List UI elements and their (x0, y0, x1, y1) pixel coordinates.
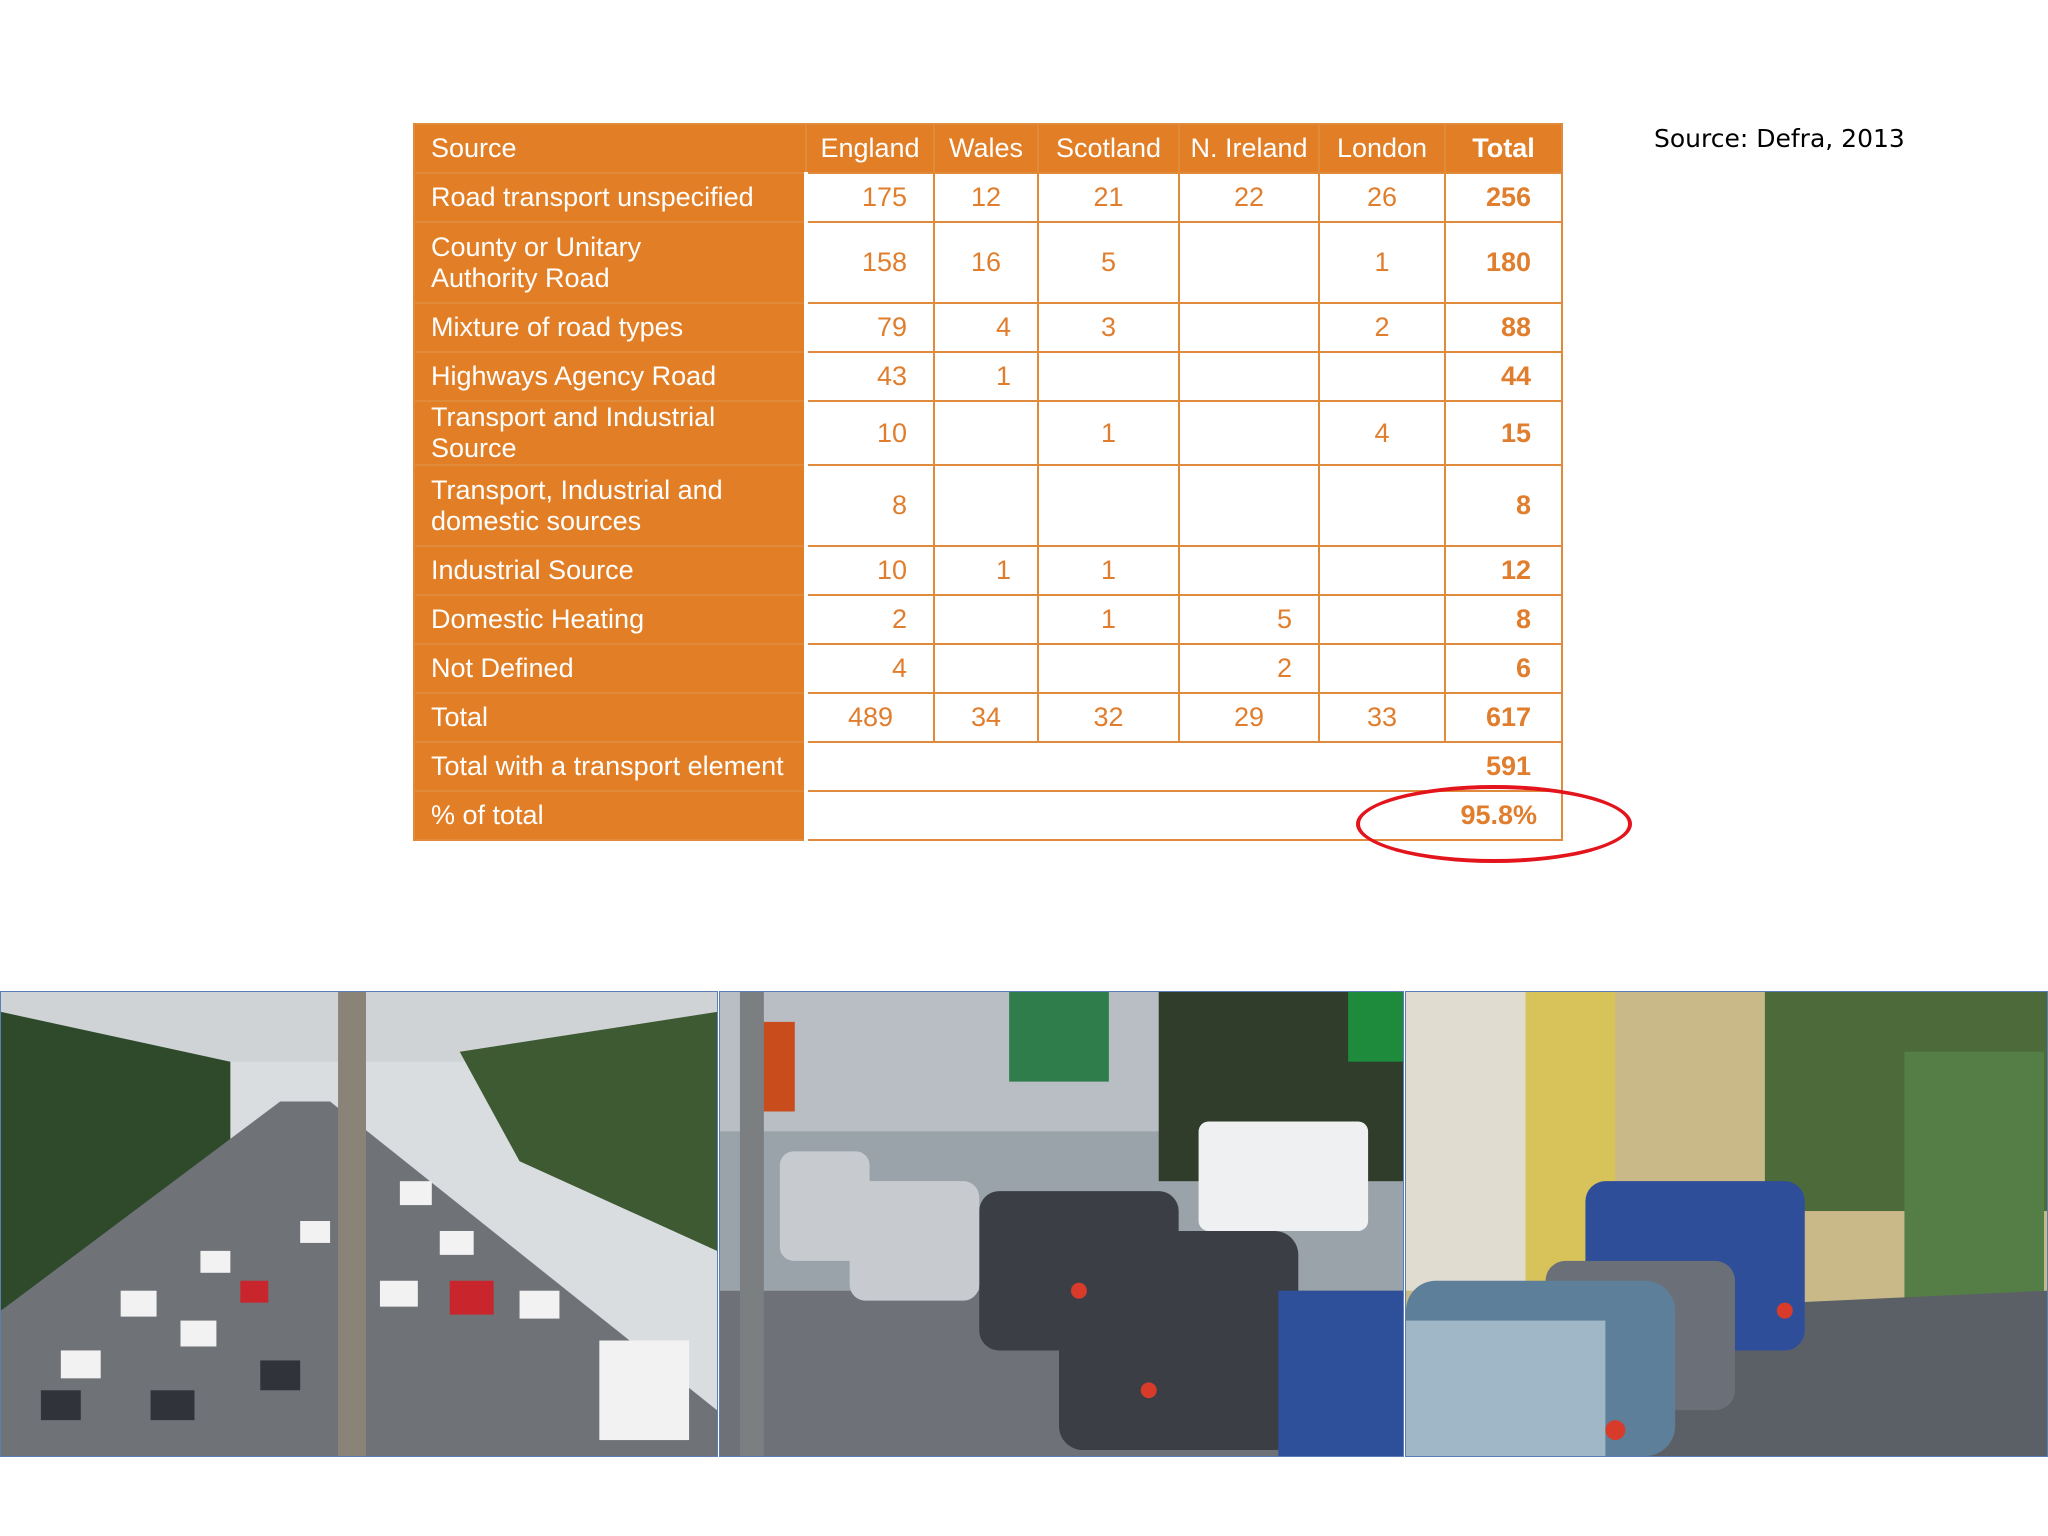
cell-wales: 4 (934, 303, 1038, 352)
table-row (414, 401, 1562, 465)
cell-percent-of-total: 95.8% (806, 791, 1562, 840)
cell-london (1319, 644, 1445, 693)
row-label (414, 222, 806, 303)
cell-england: 2 (806, 595, 934, 644)
cell-england: 175 (806, 173, 934, 222)
row-label: Mixture of road types (414, 303, 806, 352)
cell-n-ireland (1179, 303, 1319, 352)
cell-wales: 12 (934, 173, 1038, 222)
column-header-wales: Wales (934, 124, 1038, 173)
cell-wales: 16 (934, 222, 1038, 303)
cell-england: 4 (806, 644, 934, 693)
cell-scotland: 1 (1038, 546, 1179, 595)
cell-n-ireland (1179, 352, 1319, 401)
cell-n-ireland: 2 (1179, 644, 1319, 693)
row-label: Domestic Heating (414, 595, 806, 644)
cell-england: 79 (806, 303, 934, 352)
cell-total: 617 (1445, 693, 1562, 742)
column-header-source: Source (414, 124, 806, 173)
cell-scotland: 32 (1038, 693, 1179, 742)
cell-wales (934, 465, 1038, 546)
table-row (414, 173, 1562, 222)
table-row (414, 693, 1562, 742)
cell-england: 158 (806, 222, 934, 303)
row-label-line2: domestic sources (431, 505, 642, 536)
table-row (414, 644, 1562, 693)
cell-london: 4 (1319, 401, 1445, 465)
cell-wales: 1 (934, 546, 1038, 595)
row-label: Industrial Source (414, 546, 806, 595)
column-header-scotland: Scotland (1038, 124, 1179, 173)
row-label: % of total (414, 791, 806, 840)
cell-england: 489 (806, 693, 934, 742)
column-header-n-ireland: N. Ireland (1179, 124, 1319, 173)
cell-england: 43 (806, 352, 934, 401)
cell-scotland (1038, 644, 1179, 693)
table-row (414, 303, 1562, 352)
cell-scotland (1038, 352, 1179, 401)
cell-england: 10 (806, 401, 934, 465)
cell-london: 26 (1319, 173, 1445, 222)
table-row (414, 742, 1562, 791)
cell-scotland: 3 (1038, 303, 1179, 352)
cell-total: 6 (1445, 644, 1562, 693)
row-label-line2: Authority Road (431, 262, 610, 293)
cell-wales (934, 401, 1038, 465)
cell-total: 8 (1445, 595, 1562, 644)
cell-n-ireland (1179, 401, 1319, 465)
row-label-line1: Transport, Industrial and (431, 474, 723, 505)
cell-total: 88 (1445, 303, 1562, 352)
row-label: Transport and Industrial Source (414, 401, 806, 465)
column-header-london: London (1319, 124, 1445, 173)
cell-n-ireland: 22 (1179, 173, 1319, 222)
cell-london (1319, 352, 1445, 401)
row-label: Total (414, 693, 806, 742)
cell-total-transport: 591 (806, 742, 1562, 791)
cell-total: 15 (1445, 401, 1562, 465)
cell-n-ireland (1179, 465, 1319, 546)
table-row (414, 546, 1562, 595)
cell-total: 44 (1445, 352, 1562, 401)
row-label: Not Defined (414, 644, 806, 693)
row-label: Road transport unspecified (414, 173, 806, 222)
cell-n-ireland: 5 (1179, 595, 1319, 644)
row-label: Highways Agency Road (414, 352, 806, 401)
motorway-traffic-photo (0, 991, 718, 1457)
column-header-england: England (806, 124, 934, 173)
cell-n-ireland: 29 (1179, 693, 1319, 742)
cell-london (1319, 595, 1445, 644)
column-header-total: Total (1445, 124, 1562, 173)
cell-wales: 1 (934, 352, 1038, 401)
table-row (414, 595, 1562, 644)
street-traffic-photo (1405, 991, 2048, 1457)
cell-total: 180 (1445, 222, 1562, 303)
table-row (414, 352, 1562, 401)
cell-london (1319, 546, 1445, 595)
cell-n-ireland (1179, 222, 1319, 303)
town-traffic-queue-photo (719, 991, 1404, 1457)
cell-scotland: 1 (1038, 401, 1179, 465)
cell-total: 8 (1445, 465, 1562, 546)
row-label-line1: County or Unitary (431, 231, 642, 262)
cell-wales (934, 644, 1038, 693)
cell-scotland: 1 (1038, 595, 1179, 644)
table-row (414, 465, 1562, 546)
table-header-row (414, 124, 1562, 173)
cell-london: 33 (1319, 693, 1445, 742)
highlight-ellipse (1356, 785, 1632, 863)
source-note: Source: Defra, 2013 (1654, 124, 1905, 153)
cell-london: 1 (1319, 222, 1445, 303)
cell-england: 8 (806, 465, 934, 546)
cell-scotland: 5 (1038, 222, 1179, 303)
cell-scotland (1038, 465, 1179, 546)
row-label (414, 465, 806, 546)
cell-london (1319, 465, 1445, 546)
table-row (414, 222, 1562, 303)
cell-wales (934, 595, 1038, 644)
cell-london: 2 (1319, 303, 1445, 352)
cell-england: 10 (806, 546, 934, 595)
cell-scotland: 21 (1038, 173, 1179, 222)
cell-total: 256 (1445, 173, 1562, 222)
row-label: Total with a transport element (414, 742, 806, 791)
cell-n-ireland (1179, 546, 1319, 595)
data-table (413, 123, 1563, 841)
cell-wales: 34 (934, 693, 1038, 742)
cell-total: 12 (1445, 546, 1562, 595)
